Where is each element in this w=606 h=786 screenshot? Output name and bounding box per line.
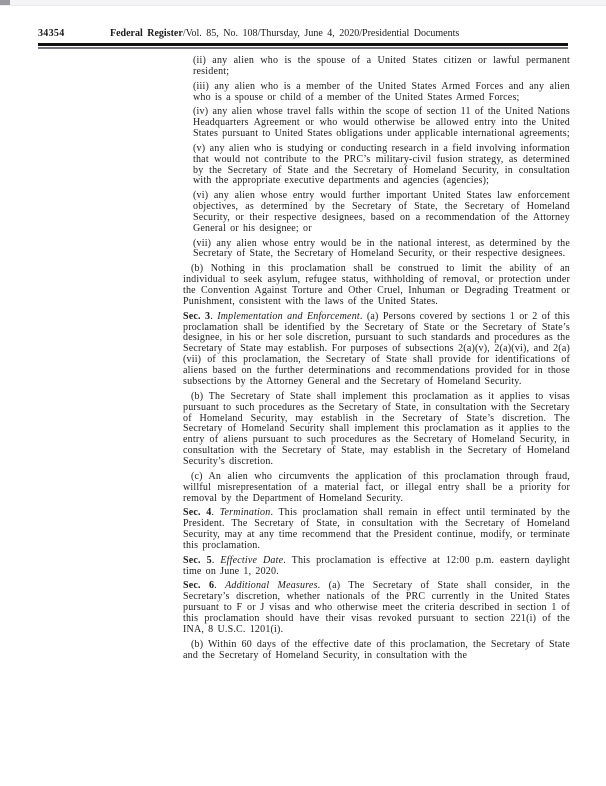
text-run: (b) Within 60 days of the effective date of this proclamation, the Secretary of State and the Secretary of Homeland Security, in consultation with the: [183, 638, 570, 661]
publication-issue-info: /Vol. 85, No. 108/Thursday, June 4, 2020/Presidential Documents: [182, 28, 460, 39]
paragraph-item-iv: [193, 107, 570, 140]
paragraph-section-3: [183, 312, 570, 388]
text-run-bold: Sec. 3: [183, 310, 211, 322]
text-run: .: [210, 310, 218, 322]
text-run: . (a) The Secretary of State shall consider, in the Secretary’s discretion, whether nationals of the PRC currently in the United States pursuant to F or J visas and who otherwise meet the criteria described in section 1 of this proclamation should have their visas revoked pursuant to section 221(i) of the INA, 8 U.S.C. 1201(i).: [183, 580, 570, 636]
text-run-italic: Additional Measures: [225, 580, 318, 592]
paragraph-section-6: [183, 581, 570, 636]
paragraph-section-5: [183, 556, 570, 578]
paragraph-item-vii: [193, 239, 570, 261]
text-run: .: [211, 554, 221, 566]
text-run: .: [211, 507, 220, 519]
text-run: . This proclamation shall remain in effect until terminated by the President. The Secretary of State, in consultation with the Secretary of Homeland Security, may at any time recommend that the President continue, modify, or terminate this proclamation.: [183, 507, 570, 552]
text-run: . This proclamation is effective at 12:00 p.m. eastern daylight time on June 1, 2020.: [183, 554, 570, 577]
text-run: .: [214, 580, 226, 592]
page-header: [38, 27, 568, 40]
paragraph-item-v: [193, 144, 570, 188]
paragraph-para-6b: [183, 640, 570, 662]
scan-corner-artifact: [0, 0, 10, 5]
text-run-bold: Sec. 6: [183, 580, 215, 592]
text-run: (v) any alien who is studying or conducting research in a field involving information that would not contribute to the PRC’s military-civil fusion strategy, as determined by the Secretary of State and the Secretary of Homeland Security, in consultation with the appropriate executive departments and agencies (agencies);: [193, 142, 570, 187]
text-run: (vii) any alien whose entry would be in the national interest, as determined by the Secretary of State, the Secretary of Homeland Security, or their respective designees.: [193, 237, 570, 260]
text-run: . (a) Persons covered by sections 1 or 2 of this proclamation shall be identified by the Secretary of State or the Secretary of State’s designee, in his or her sole discretion, pursuant to such standards and procedures as the Secretary of State may establish. For purposes of subsections 2(a)(v), 2(a)(vi), and 2(a)(vii) of this proclamation, the Secretary of State shall provide for identifications of aliens based on the further determinations and recommendations provided for in those subsections by the Attorney General and the Secretary of Homeland Security.: [183, 310, 570, 388]
paragraph-item-vi: [193, 191, 570, 235]
text-run: (c) An alien who circumvents the application of this proclamation through fraud, willful misrepresentation of a material fact, or illegal entry shall be a priority for removal by the Department of Homeland Security.: [183, 470, 570, 504]
text-run-italic: Implementation and Enforcement: [217, 310, 360, 322]
paragraph-section-4: [183, 508, 570, 552]
rule-thick-line: [38, 43, 568, 46]
paragraph-para-3b: [183, 392, 570, 468]
text-run-italic: Termination: [219, 507, 271, 519]
scan-edge-artifact: [0, 0, 606, 6]
paragraph-item-iii: [193, 82, 570, 104]
text-run: (iii) any alien who is a member of the United States Armed Forces and any alien who is a spouse or child of a member of the United States Armed Forces;: [193, 80, 570, 103]
rule-thin-line: [38, 47, 568, 48]
text-run: (b) The Secretary of State shall implement this proclamation as it applies to visas pursuant to such procedures as the Secretary of State, in consultation with the Secretary of Homeland Security, may establish in the Secretary of State’s discretion. The Secretary of Homeland Security shall implement this proclamation as it applies to the entry of aliens pursuant to such procedures as the Secretary of Homeland Security, in consultation with the Secretary of State, may establish in the Secretary of Homeland Security’s discretion.: [183, 390, 570, 468]
text-run: (b) Nothing in this proclamation shall be construed to limit the ability of an individual to seek asylum, refugee status, withholding of removal, or protection under the Convention Against Torture and Other Cruel, Inhuman or Degrading Treatment or Punishment, consistent with the laws of the United States.: [183, 263, 570, 307]
text-run: (iv) any alien whose travel falls within the scope of section 11 of the United Nations Headquarters Agreement or who would otherwise be allowed entry into the United States pursuant to United States obligations under applicable international agreements;: [193, 106, 570, 140]
paragraph-para-3c: [183, 472, 570, 505]
page-number: 34354: [38, 28, 65, 39]
document-body: [183, 56, 570, 662]
text-run-italic: Effective Date: [220, 554, 284, 566]
header-double-rule: [38, 43, 568, 49]
text-run-bold: Sec. 4: [183, 507, 212, 519]
publication-name: Federal Register: [110, 28, 183, 39]
paragraph-para-b-limitations: [183, 264, 570, 308]
publication-line: [110, 27, 459, 40]
text-run-bold: Sec. 5: [183, 554, 212, 566]
paragraph-item-ii: [193, 56, 570, 78]
text-run: (ii) any alien who is the spouse of a United States citizen or lawful permanent resident;: [193, 55, 570, 77]
text-run: (vi) any alien whose entry would further important United States law enforcement objectives, as determined by the Secretary of State, the Secretary of Homeland Security, or their respective designees, based on a recommendation of the Attorney General or his designee; or: [193, 190, 570, 234]
